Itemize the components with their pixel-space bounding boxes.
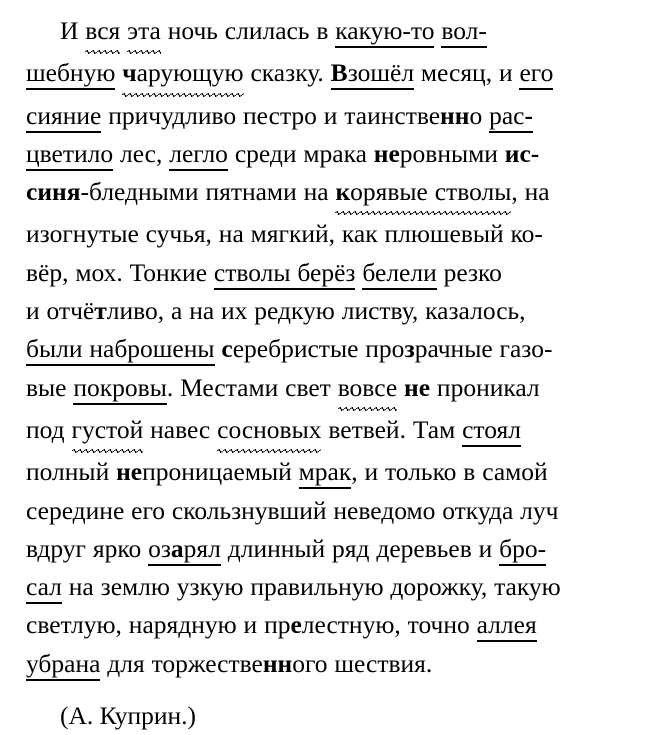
bold-letters: е <box>290 610 302 640</box>
bold-letters: ис- <box>504 138 540 168</box>
wavy-underlined-word: густой <box>72 411 144 453</box>
text-line: полный непроницаемый мрак, и только в самой <box>26 453 647 491</box>
text-line: сияние причудливо пестро и таинственно рас- <box>26 97 647 135</box>
wavy-underlined-word: корявые стволы <box>335 173 511 215</box>
wavy-underlined-word: эта <box>127 12 161 54</box>
text-line: под густой навес сосновых ветвей. Там стоял <box>26 411 647 453</box>
attribution-text: (А. Куприн.) <box>60 701 197 731</box>
text-line: вдруг ярко озарял длинный ряд деревьев и бро- <box>26 530 647 568</box>
bold-letters: нн <box>262 648 293 678</box>
underlined-word: бро- <box>499 534 546 566</box>
underlined-word: вол- <box>441 16 487 48</box>
underlined-word: озарял <box>148 534 221 566</box>
text-line: цветило лес, легло среди мрака неровными ис- <box>26 135 647 173</box>
text-line: синя-бледными пятнами на корявые стволы, на <box>26 173 647 215</box>
wavy-underlined-word: сосновых <box>217 411 321 453</box>
text-line: убрана для торжественного шествия. <box>26 645 647 683</box>
underlined-word: шебную <box>26 58 115 90</box>
underlined-word: аллея <box>477 610 537 642</box>
bold-letters: синя <box>26 177 81 207</box>
text-line: сал на землю узкую правильную дорожку, такую <box>26 568 647 606</box>
underlined-word: Взошёл <box>331 58 414 90</box>
underlined-word: рас- <box>489 101 533 133</box>
bold-letters: с <box>221 334 233 364</box>
underlined-word: его <box>519 58 553 90</box>
wavy-underlined-word: вся <box>85 12 120 54</box>
underlined-word: белели <box>362 258 436 290</box>
text-line: вые покровы. Местами свет вовсе не проникал <box>26 369 647 411</box>
text-line: и отчётливо, а на их редкую листву, казалось, <box>26 296 526 326</box>
text-line: светлую, нарядную и прелестную, точно аллея <box>26 606 647 644</box>
underlined-word: были наброшены <box>26 334 215 366</box>
bold-letters: з <box>404 334 415 364</box>
underlined-word: сал <box>26 572 62 604</box>
text-line: изогнутые сучья, на мягкий, как плюшевый ко- <box>26 219 543 249</box>
underlined-word: сияние <box>26 101 101 133</box>
underlined-word: покровы <box>73 373 166 405</box>
wavy-underlined-word: чарующую <box>122 54 243 96</box>
text-line: вёр, мох. Тонкие стволы берёз белели резко <box>26 254 647 292</box>
bold-letters: нн <box>440 100 470 130</box>
passage-body <box>26 12 647 683</box>
wavy-underlined-word: вовсе <box>338 369 397 411</box>
underlined-word: стоял <box>462 415 521 447</box>
underlined-word: стволы берёз <box>214 258 356 290</box>
underlined-word: легло <box>169 139 228 171</box>
bold-letters: не <box>116 457 143 487</box>
bold-letters: не <box>404 372 431 402</box>
attribution-line <box>26 697 647 735</box>
text-line: И вся эта ночь слилась в какую-то вол- <box>26 12 647 54</box>
underlined-word: цветило <box>26 139 113 171</box>
text-line: были наброшены серебристые прозрачные газо- <box>26 330 647 368</box>
underlined-word: мрак <box>299 457 352 489</box>
text-line: шебную чарующую сказку. Взошёл месяц, и его <box>26 54 647 96</box>
text-line: середине его скользнувший неведомо откуда луч <box>26 495 559 525</box>
bold-letters: не <box>373 138 400 168</box>
underlined-word: какую-то <box>335 16 434 48</box>
underlined-word: убрана <box>26 649 100 681</box>
bold-letters: т <box>94 296 107 326</box>
